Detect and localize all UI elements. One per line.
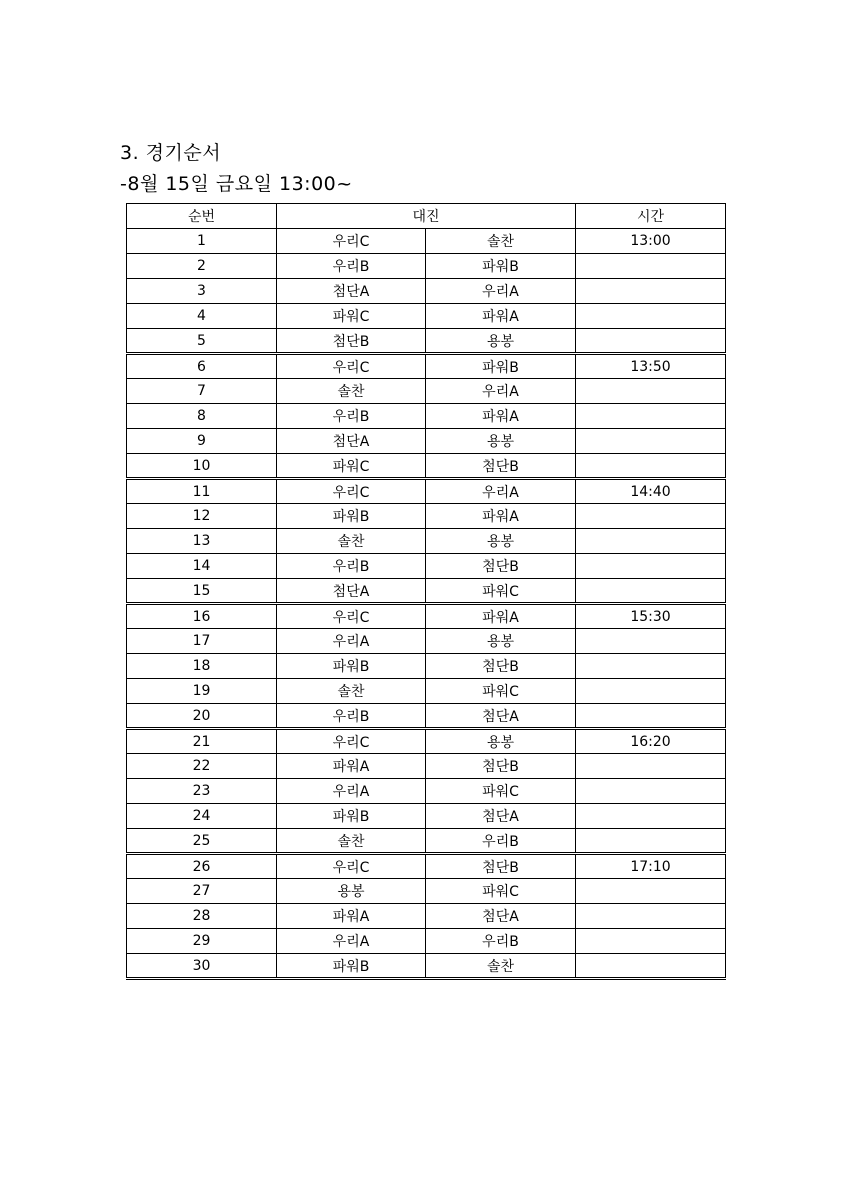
time-cell (576, 379, 726, 404)
team-b-cell: 첨단B (426, 854, 576, 879)
time-cell (576, 404, 726, 429)
team-a-cell: 첨단A (277, 579, 426, 604)
team-a-cell: 우리A (277, 929, 426, 954)
team-b-cell: 용봉 (426, 529, 576, 554)
table-row (127, 929, 726, 954)
team-b-cell: 첨단B (426, 654, 576, 679)
time-cell (576, 654, 726, 679)
time-cell (576, 304, 726, 329)
team-a-cell: 우리B (277, 254, 426, 279)
order-cell: 21 (127, 729, 277, 754)
table-row (127, 404, 726, 429)
section-title: 3. 경기순서 (120, 142, 222, 164)
team-a-cell: 파워C (277, 304, 426, 329)
time-cell (576, 579, 726, 604)
time-cell (576, 954, 726, 979)
time-cell (576, 554, 726, 579)
time-cell (576, 879, 726, 904)
table-header-row (127, 204, 726, 229)
team-b-cell: 솔찬 (426, 229, 576, 254)
team-a-cell: 우리C (277, 729, 426, 754)
time-cell (576, 904, 726, 929)
time-cell (576, 704, 726, 729)
time-cell: 13:50 (576, 354, 726, 379)
order-cell: 16 (127, 604, 277, 629)
team-a-cell: 우리C (277, 354, 426, 379)
order-cell: 13 (127, 529, 277, 554)
team-a-cell: 우리B (277, 404, 426, 429)
team-b-cell: 우리A (426, 379, 576, 404)
time-cell (576, 329, 726, 354)
time-cell (576, 829, 726, 854)
order-cell: 8 (127, 404, 277, 429)
order-cell: 30 (127, 954, 277, 979)
table-row (127, 604, 726, 629)
table-body (127, 229, 726, 979)
team-a-cell: 우리C (277, 604, 426, 629)
team-b-cell: 첨단B (426, 554, 576, 579)
team-b-cell: 첨단A (426, 804, 576, 829)
time-cell (576, 529, 726, 554)
team-a-cell: 솔찬 (277, 679, 426, 704)
team-b-cell: 파워C (426, 779, 576, 804)
table-row (127, 279, 726, 304)
order-cell: 24 (127, 804, 277, 829)
table-row (127, 504, 726, 529)
table-row (127, 954, 726, 979)
header-order: 순번 (127, 204, 277, 229)
team-a-cell: 우리A (277, 629, 426, 654)
table-row (127, 454, 726, 479)
time-cell (576, 429, 726, 454)
team-a-cell: 우리C (277, 479, 426, 504)
table-row (127, 804, 726, 829)
time-cell (576, 504, 726, 529)
team-b-cell: 첨단A (426, 904, 576, 929)
time-cell (576, 804, 726, 829)
order-cell: 27 (127, 879, 277, 904)
order-cell: 28 (127, 904, 277, 929)
team-a-cell: 우리C (277, 229, 426, 254)
team-a-cell: 파워A (277, 904, 426, 929)
table-row (127, 729, 726, 754)
team-b-cell: 솔찬 (426, 954, 576, 979)
team-b-cell: 파워A (426, 604, 576, 629)
team-b-cell: 파워C (426, 879, 576, 904)
table-row (127, 654, 726, 679)
table-row (127, 579, 726, 604)
table-row (127, 379, 726, 404)
team-a-cell: 파워B (277, 954, 426, 979)
team-b-cell: 파워A (426, 404, 576, 429)
table-row (127, 854, 726, 879)
order-cell: 1 (127, 229, 277, 254)
team-a-cell: 첨단A (277, 429, 426, 454)
order-cell: 14 (127, 554, 277, 579)
table-row (127, 829, 726, 854)
team-b-cell: 우리B (426, 929, 576, 954)
team-a-cell: 첨단A (277, 279, 426, 304)
team-b-cell: 용봉 (426, 329, 576, 354)
order-cell: 23 (127, 779, 277, 804)
time-cell: 15:30 (576, 604, 726, 629)
order-cell: 26 (127, 854, 277, 879)
team-b-cell: 용봉 (426, 729, 576, 754)
table-row (127, 679, 726, 704)
order-cell: 4 (127, 304, 277, 329)
team-a-cell: 첨단B (277, 329, 426, 354)
team-b-cell: 파워A (426, 504, 576, 529)
table-row (127, 779, 726, 804)
table-row (127, 479, 726, 504)
time-cell (576, 754, 726, 779)
table-row (127, 629, 726, 654)
team-b-cell: 첨단B (426, 454, 576, 479)
order-cell: 18 (127, 654, 277, 679)
time-cell (576, 279, 726, 304)
order-cell: 20 (127, 704, 277, 729)
team-a-cell: 우리B (277, 554, 426, 579)
team-a-cell: 파워B (277, 654, 426, 679)
table-row (127, 554, 726, 579)
team-a-cell: 용봉 (277, 879, 426, 904)
team-b-cell: 우리A (426, 279, 576, 304)
order-cell: 9 (127, 429, 277, 454)
header-time: 시간 (576, 204, 726, 229)
team-b-cell: 첨단A (426, 704, 576, 729)
order-cell: 5 (127, 329, 277, 354)
order-cell: 12 (127, 504, 277, 529)
team-a-cell: 파워C (277, 454, 426, 479)
order-cell: 19 (127, 679, 277, 704)
team-b-cell: 첨단B (426, 754, 576, 779)
team-a-cell: 솔찬 (277, 829, 426, 854)
team-b-cell: 파워C (426, 579, 576, 604)
team-b-cell: 파워A (426, 304, 576, 329)
team-b-cell: 용봉 (426, 429, 576, 454)
team-b-cell: 파워B (426, 354, 576, 379)
order-cell: 11 (127, 479, 277, 504)
table-row (127, 304, 726, 329)
order-cell: 10 (127, 454, 277, 479)
time-cell: 17:10 (576, 854, 726, 879)
schedule-date: -8월 15일 금요일 13:00~ (120, 173, 353, 195)
order-cell: 29 (127, 929, 277, 954)
team-b-cell: 파워B (426, 254, 576, 279)
order-cell: 6 (127, 354, 277, 379)
header-matchup: 대진 (277, 204, 576, 229)
table-row (127, 329, 726, 354)
match-schedule-table (126, 203, 726, 980)
team-a-cell: 솔찬 (277, 529, 426, 554)
table-row (127, 529, 726, 554)
team-a-cell: 우리B (277, 704, 426, 729)
table-row (127, 229, 726, 254)
team-a-cell: 파워B (277, 504, 426, 529)
order-cell: 3 (127, 279, 277, 304)
order-cell: 17 (127, 629, 277, 654)
time-cell: 13:00 (576, 229, 726, 254)
order-cell: 25 (127, 829, 277, 854)
table-row (127, 354, 726, 379)
table-row (127, 879, 726, 904)
team-b-cell: 우리A (426, 479, 576, 504)
order-cell: 15 (127, 579, 277, 604)
time-cell: 14:40 (576, 479, 726, 504)
order-cell: 22 (127, 754, 277, 779)
team-b-cell: 용봉 (426, 629, 576, 654)
time-cell (576, 254, 726, 279)
time-cell (576, 679, 726, 704)
team-b-cell: 우리B (426, 829, 576, 854)
team-a-cell: 우리A (277, 779, 426, 804)
team-a-cell: 파워A (277, 754, 426, 779)
order-cell: 2 (127, 254, 277, 279)
team-a-cell: 우리C (277, 854, 426, 879)
table-row (127, 254, 726, 279)
team-b-cell: 파워C (426, 679, 576, 704)
order-cell: 7 (127, 379, 277, 404)
time-cell (576, 929, 726, 954)
table-row (127, 904, 726, 929)
table-row (127, 754, 726, 779)
table-row (127, 429, 726, 454)
time-cell (576, 779, 726, 804)
team-a-cell: 솔찬 (277, 379, 426, 404)
time-cell (576, 629, 726, 654)
table-row (127, 704, 726, 729)
time-cell (576, 454, 726, 479)
time-cell: 16:20 (576, 729, 726, 754)
team-a-cell: 파워B (277, 804, 426, 829)
